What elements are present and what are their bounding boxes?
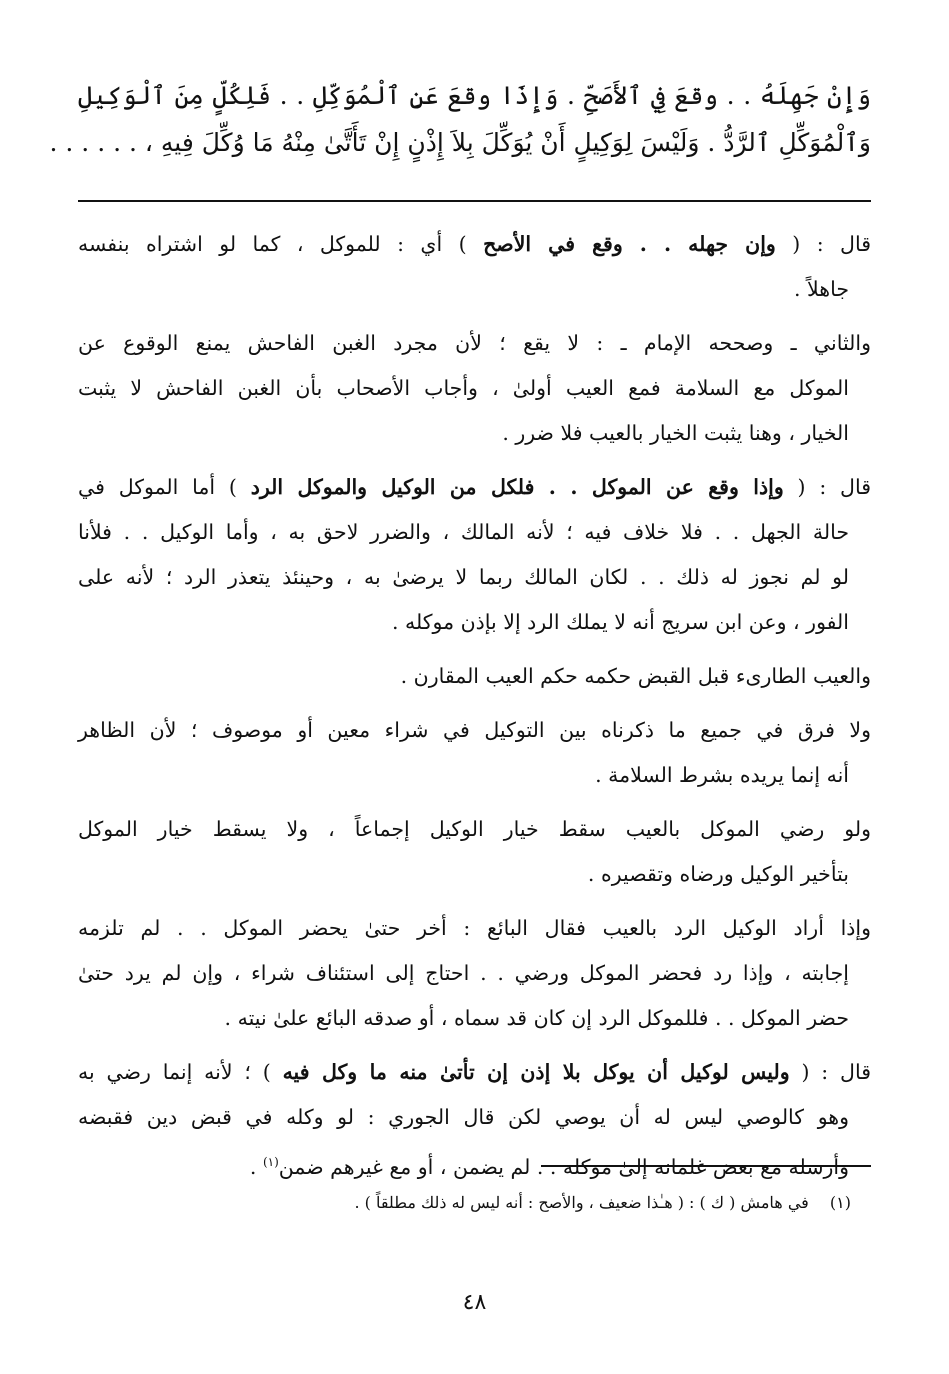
text-line: وأرسله مع بعض غلمانه إلىٰ موكله . . لم يضمن ، أو مع غيرهم ضمن$^{(١)}$ .: [249, 1154, 849, 1179]
text-line: حضر الموكل . . فللموكل الرد إن كان قد سماه ، أو صدقه البائع علىٰ نيته .: [224, 1006, 849, 1030]
footnote-marker[interactable]: (١): [262, 1155, 279, 1169]
footnote: [78, 1188, 851, 1218]
text-line: لو لم نجوز له ذلك . . لكان المالك ربما لا يرضىٰ به ، وحينئذ يتعذر الرد ؛ لأنه على: [78, 565, 849, 589]
matn-separator-rule: [78, 200, 871, 202]
paragraph: [78, 906, 871, 1041]
text-line: إجابته ، وإذا رد فحضر الموكل ورضي . . احتاج إلى استئناف شراء ، وإن لم يرد حتىٰ: [78, 961, 849, 985]
text-line: والعيب الطارىء قبل القبض حكمه حكم العيب المقارن .: [400, 664, 871, 688]
matn-line: وَٱلْمُوَكِّلِ ٱلرَّدُّ . وَلَيْسَ لِوَكِيلٍ أَنْ يُوَكِّلَ بِلاَ إِذْنٍ إِنْ تَأَتَّىٰ مِنْهُ مَا وُكِّلَ فِيهِ ، . . . . . .: [49, 128, 871, 157]
text-line: جاهلاً .: [794, 277, 849, 301]
text-line: قال : ( وليس لوكيل أن يوكل بلا إذن إن تأتىٰ منه ما وكل فيه ) ؛ لأنه إنما رضي به: [78, 1060, 871, 1084]
text-line: قال : ( وإذا وقع عن الموكل . . فلكل من الوكيل والموكل الرد ) أما الموكل في: [78, 475, 871, 499]
paragraph: [78, 708, 871, 798]
matn-text: [49, 72, 871, 166]
text-line: قال : ( وإن جهله . . وقع في الأصح ) أي : للموكل ، كما لو اشتراه بنفسه: [78, 232, 871, 256]
paragraph: [78, 654, 871, 699]
quoted-matn: وليس لوكيل أن يوكل بلا إذن إن تأتىٰ منه ما وكل فيه: [282, 1060, 790, 1084]
matn-line: وَإِنْ جَهِلَهُ . . وقعَ فِي ٱلأَصَحِّ . وَإِذَا وقعَ عَنِ ٱلْمُوَكِّلِ . . فَلِكُلٍّ مِنَ ٱلْوَكِيلِ: [78, 81, 871, 110]
paragraph: [78, 321, 871, 456]
commentary-text: [78, 222, 871, 1199]
text-line: ولو رضي الموكل بالعيب سقط خيار الوكيل إجماعاً ، ولا يسقط خيار الموكل: [78, 817, 871, 841]
text-line: بتأخير الوكيل ورضاه وتقصيره .: [587, 862, 849, 886]
text-line: وإذا أراد الوكيل الرد بالعيب فقال البائع : أخر حتىٰ يحضر الموكل . . لم تلزمه: [78, 916, 871, 940]
text-line: حالة الجهل . . فلا خلاف فيه ؛ لأنه المالك ، والضرر لاحق به ، وأما الوكيل . . فلأنا: [78, 520, 849, 544]
paragraph: [78, 807, 871, 897]
footnote-number: (١): [829, 1193, 851, 1212]
text-line: أنه إنما يريده بشرط السلامة .: [595, 763, 849, 787]
paragraph: [78, 222, 871, 312]
footnote-text: في هامش ( ك ) : ( هـٰذا ضعيف ، والأصح : أنه ليس له ذلك مطلقاً ) .: [354, 1193, 809, 1212]
quoted-matn: وإذا وقع عن الموكل . . فلكل من الوكيل والموكل الرد: [250, 475, 784, 499]
paragraph: [78, 1050, 871, 1190]
footnote-separator-rule: [541, 1165, 871, 1167]
quoted-matn: وإن جهله . . وقع في الأصح: [483, 232, 776, 256]
text-line: وهو كالوصي ليس له أن يوصي لكن قال الجوري : لو وكله في قبض دين فقبضه: [78, 1105, 849, 1129]
text-line: والثاني ـ وصححه الإمام ـ : لا يقع ؛ لأن مجرد الغبن الفاحش يمنع الوقوع عن: [78, 331, 871, 355]
text-line: ولا فرق في جميع ما ذكرناه بين التوكيل في شراء معين أو موصوف ؛ لأن الظاهر: [78, 718, 871, 742]
text-line: الموكل مع السلامة فمع العيب أولىٰ ، وأجاب الأصحاب بأن الغبن الفاحش لا يثبت: [78, 376, 849, 400]
text-line: الخيار ، وهنا يثبت الخيار بالعيب فلا ضرر .: [502, 421, 849, 445]
text-line: الفور ، وعن ابن سريج أنه لا يملك الرد إلا بإذن موكله .: [391, 610, 849, 634]
paragraph: [78, 465, 871, 645]
page-number: ٤٨: [462, 1290, 487, 1315]
